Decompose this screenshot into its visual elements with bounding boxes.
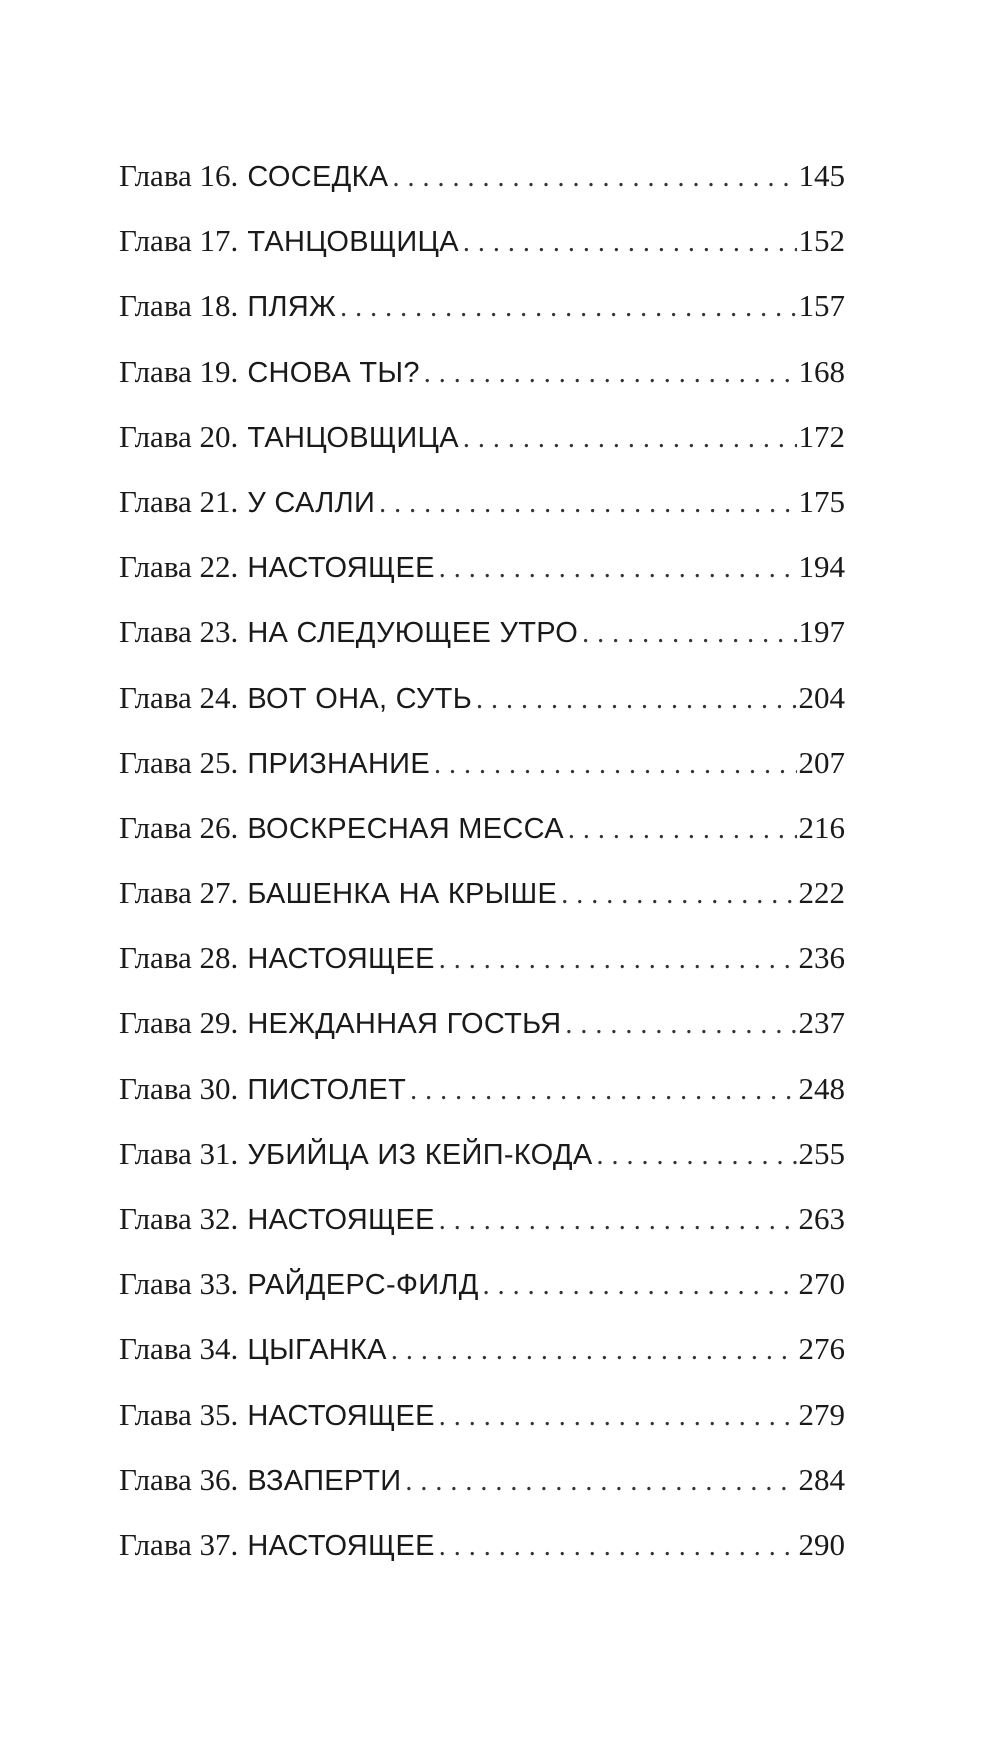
toc-entry — [119, 1069, 845, 1134]
page-number: 145 — [798, 158, 845, 193]
toc-entry — [119, 678, 845, 743]
page-number: 263 — [798, 1201, 845, 1236]
chapter-number: Глава 27. — [119, 875, 239, 911]
toc-entry — [119, 547, 845, 612]
chapter-number: Глава 37. — [119, 1526, 239, 1562]
table-of-contents — [119, 156, 845, 1590]
toc-entry — [119, 1460, 845, 1525]
page-number: 279 — [798, 1396, 845, 1432]
toc-entry — [119, 612, 845, 677]
toc-entry — [119, 1525, 845, 1590]
page-number: 290 — [798, 1526, 845, 1562]
chapter-title: УБИЙЦА ИЗ КЕЙП-КОДА — [247, 1138, 593, 1171]
chapter-number: Глава 18. — [119, 288, 239, 324]
toc-entry — [119, 1199, 845, 1264]
toc-entry — [119, 808, 845, 873]
chapter-title: СНОВА ТЫ? — [247, 356, 420, 389]
chapter-title: НА СЛЕДУЮЩЕЕ УТРО — [247, 617, 579, 650]
chapter-number: Глава 17. — [119, 223, 239, 259]
dot-leader — [476, 680, 796, 720]
chapter-number: Глава 21. — [119, 483, 239, 519]
chapter-number: Глава 30. — [119, 1070, 239, 1106]
dot-leader — [340, 288, 796, 328]
toc-entry — [119, 286, 845, 351]
page-number: 152 — [798, 223, 845, 259]
toc-entry — [119, 1264, 845, 1329]
dot-leader — [434, 745, 797, 785]
chapter-title: ВЗАПЕРТИ — [247, 1464, 402, 1497]
chapter-title: НАСТОЯЩЕЕ — [247, 1204, 435, 1236]
dot-leader — [439, 549, 797, 589]
chapter-title: ЦЫГАНКА — [247, 1334, 387, 1367]
dot-leader — [439, 1201, 797, 1241]
page-number: 255 — [798, 1135, 845, 1171]
page-number: 216 — [798, 809, 845, 845]
chapter-number: Глава 29. — [119, 1005, 239, 1041]
chapter-title: У САЛЛИ — [247, 486, 376, 519]
page-number: 197 — [798, 614, 845, 650]
toc-entry — [119, 938, 845, 1003]
chapter-number: Глава 23. — [119, 614, 239, 650]
chapter-number: Глава 16. — [119, 158, 239, 193]
chapter-number: Глава 32. — [119, 1201, 239, 1236]
chapter-title: НАСТОЯЩЕЕ — [247, 943, 435, 976]
page-number: 270 — [798, 1266, 845, 1302]
page-number: 284 — [798, 1461, 845, 1497]
chapter-title: НАСТОЯЩЕЕ — [247, 552, 435, 585]
chapter-title: РАЙДЕРС-ФИЛД — [247, 1269, 479, 1302]
chapter-title: НАСТОЯЩЕЕ — [247, 1529, 435, 1562]
dot-leader — [463, 419, 797, 459]
toc-entry — [119, 1134, 845, 1199]
chapter-number: Глава 22. — [119, 549, 239, 585]
dot-leader — [561, 875, 796, 915]
chapter-number: Глава 33. — [119, 1266, 239, 1302]
chapter-title: ПИСТОЛЕТ — [247, 1073, 407, 1106]
chapter-number: Глава 24. — [119, 679, 239, 715]
page-number: 175 — [798, 483, 845, 519]
page-number: 168 — [798, 353, 845, 389]
chapter-number: Глава 28. — [119, 940, 239, 976]
chapter-number: Глава 25. — [119, 744, 239, 780]
dot-leader — [565, 1005, 796, 1045]
dot-leader — [379, 484, 796, 524]
page-number: 207 — [798, 744, 845, 780]
page-number: 248 — [798, 1070, 845, 1106]
dot-leader — [391, 1331, 797, 1371]
dot-leader — [410, 1071, 796, 1111]
chapter-number: Глава 35. — [119, 1396, 239, 1432]
page-number: 236 — [798, 940, 845, 976]
toc-entry — [119, 1003, 845, 1068]
chapter-title: ТАНЦОВЩИЦА — [247, 226, 459, 259]
chapter-number: Глава 20. — [119, 418, 239, 454]
dot-leader — [439, 940, 797, 980]
toc-entry — [119, 221, 845, 286]
toc-entry — [119, 1395, 845, 1460]
toc-entry — [119, 873, 845, 938]
page-number: 222 — [798, 875, 845, 911]
page-number: 157 — [798, 288, 845, 324]
dot-leader — [582, 614, 796, 654]
toc-entry — [119, 1329, 845, 1394]
dot-leader — [439, 1527, 797, 1567]
chapter-title: ВОТ ОНА, СУТЬ — [247, 682, 473, 715]
dot-leader — [463, 223, 797, 263]
chapter-title: СОСЕДКА — [247, 161, 389, 193]
page-number: 194 — [798, 549, 845, 585]
dot-leader — [596, 1136, 796, 1176]
page-number: 204 — [798, 679, 845, 715]
dot-leader — [483, 1266, 797, 1306]
chapter-number: Глава 19. — [119, 353, 239, 389]
dot-leader — [405, 1462, 796, 1502]
dot-leader — [439, 1397, 797, 1437]
toc-entry — [119, 417, 845, 482]
chapter-title: ТАНЦОВЩИЦА — [247, 421, 459, 454]
dot-leader — [392, 158, 796, 198]
page-number: 276 — [798, 1331, 845, 1367]
toc-entry — [119, 156, 845, 221]
chapter-number: Глава 31. — [119, 1135, 239, 1171]
chapter-title: БАШЕНКА НА КРЫШЕ — [247, 878, 558, 911]
chapter-number: Глава 26. — [119, 809, 239, 845]
chapter-title: ПРИЗНАНИЕ — [247, 747, 430, 780]
chapter-title: ВОСКРЕСНАЯ МЕССА — [247, 812, 564, 845]
toc-entry — [119, 352, 845, 417]
dot-leader — [568, 810, 797, 850]
dot-leader — [424, 354, 797, 394]
page-number: 172 — [798, 418, 845, 454]
toc-entry — [119, 743, 845, 808]
toc-entry — [119, 482, 845, 547]
page-number: 237 — [798, 1005, 845, 1041]
chapter-title: НЕЖДАННАЯ ГОСТЬЯ — [247, 1008, 562, 1041]
chapter-title: НАСТОЯЩЕЕ — [247, 1399, 435, 1432]
chapter-title: ПЛЯЖ — [247, 291, 337, 324]
chapter-number: Глава 36. — [119, 1461, 239, 1497]
chapter-number: Глава 34. — [119, 1331, 239, 1367]
